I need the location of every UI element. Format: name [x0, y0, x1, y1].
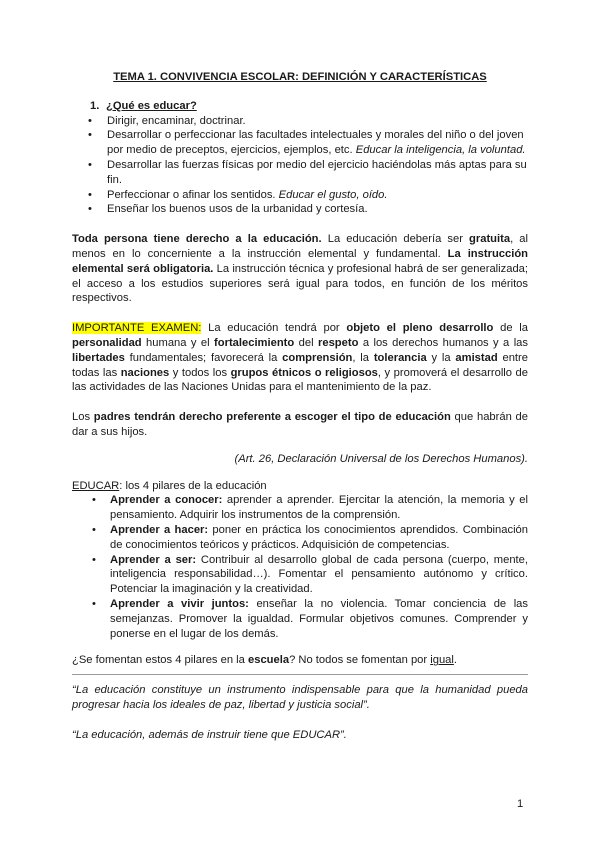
citation: (Art. 26, Declaración Universal de los Derechos Humanos). [234, 452, 528, 465]
pillars-heading: EDUCAR: los 4 pilares de la educación [72, 479, 267, 492]
divider [72, 674, 528, 675]
quote: “La educación constituye un instrumento indispensable para que la humanidad pueda progresar hacia los ideales de paz, libertad y justicia social”. [72, 684, 528, 711]
section-heading-text: ¿Qué es educar? [106, 99, 197, 112]
list-item: • Aprender a conocer: aprender a aprender. Ejercitar la atención, la memoria y el pensamiento. Adquirir los instrumentos de la comprensión. [72, 493, 528, 523]
list-item: • Desarrollar las fuerzas físicas por medio del ejercicio haciéndolas más aptas para su fin. [72, 158, 528, 188]
question-line: ¿Se fomentan estos 4 pilares en la escuela? No todos se fomentan por igual. [72, 654, 457, 667]
exam-highlight: IMPORTANTE EXAMEN: [72, 322, 202, 335]
quote: “La educación, además de instruir tiene que EDUCAR”. [72, 728, 347, 741]
page-title: TEMA 1. CONVIVENCIA ESCOLAR: DEFINICIÓN Y CARACTERÍSTICAS [113, 71, 487, 83]
list-item: • Aprender a hacer: poner en práctica los conocimientos aprendidos. Combinación de conocimientos teóricos y prácticos. Adquisición de competencias. [72, 523, 528, 553]
definition-list [72, 114, 528, 218]
parents-paragraph: Los padres tendrán derecho preferente a escoger el tipo de educación que habrán de dar a sus hijos. [72, 411, 528, 438]
section-number: 1. [90, 99, 100, 112]
list-item: • Aprender a vivir juntos: enseñar la no violencia. Tomar conciencia de las semejanzas. Promover la igualdad. Formular objetivos comunes. Comprender y ponerse en el lugar de los demás. [72, 597, 528, 641]
exam-paragraph: IMPORTANTE EXAMEN: La educación tendrá por objeto el pleno desarrollo de la personalidad humana y el fortalecimiento del respeto a los derechos humanos y a las libertades fundamentales; favorecerá la comprensión, la tolerancia y la amistad entre todas las naciones y todos los grupos étnicos o religiosos, y promoverá el desarrollo de las actividades de las Naciones Unidas para el mantenimiento de la paz. [72, 322, 528, 394]
list-item: • Dirigir, encaminar, doctrinar. [72, 114, 528, 129]
list-item: • Aprender a ser: Contribuir al desarrollo global de cada persona (cuerpo, mente, inteligencia responsabilidad…). Fomentar el pensamiento autónomo y crítico. Potenciar la imaginación y la creatividad. [72, 553, 528, 597]
right-to-education-paragraph: Toda persona tiene derecho a la educación. La educación debería ser gratuita, al menos en lo concerniente a la instrucción elemental y fundamental. La instrucción elemental será obligatoria. La instrucción técnica y profesional habrá de ser generalizada; el acceso a los estudios superiores será igual para todos, en función de los méritos respectivos. [72, 233, 529, 305]
list-item: • Perfeccionar o afinar los sentidos. Educar el gusto, oído. [72, 188, 528, 203]
list-item: • Enseñar los buenos usos de la urbanidad y cortesía. [72, 202, 528, 217]
list-item: • Desarrollar o perfeccionar las facultades intelectuales y morales del niño o del joven por medio de preceptos, ejercicios, ejemplos, etc. Educar la inteligencia, la voluntad. [72, 128, 528, 158]
section-heading [90, 99, 528, 114]
document-page [72, 70, 528, 742]
pillars-list [72, 493, 528, 641]
page-number: 1 [517, 798, 524, 810]
